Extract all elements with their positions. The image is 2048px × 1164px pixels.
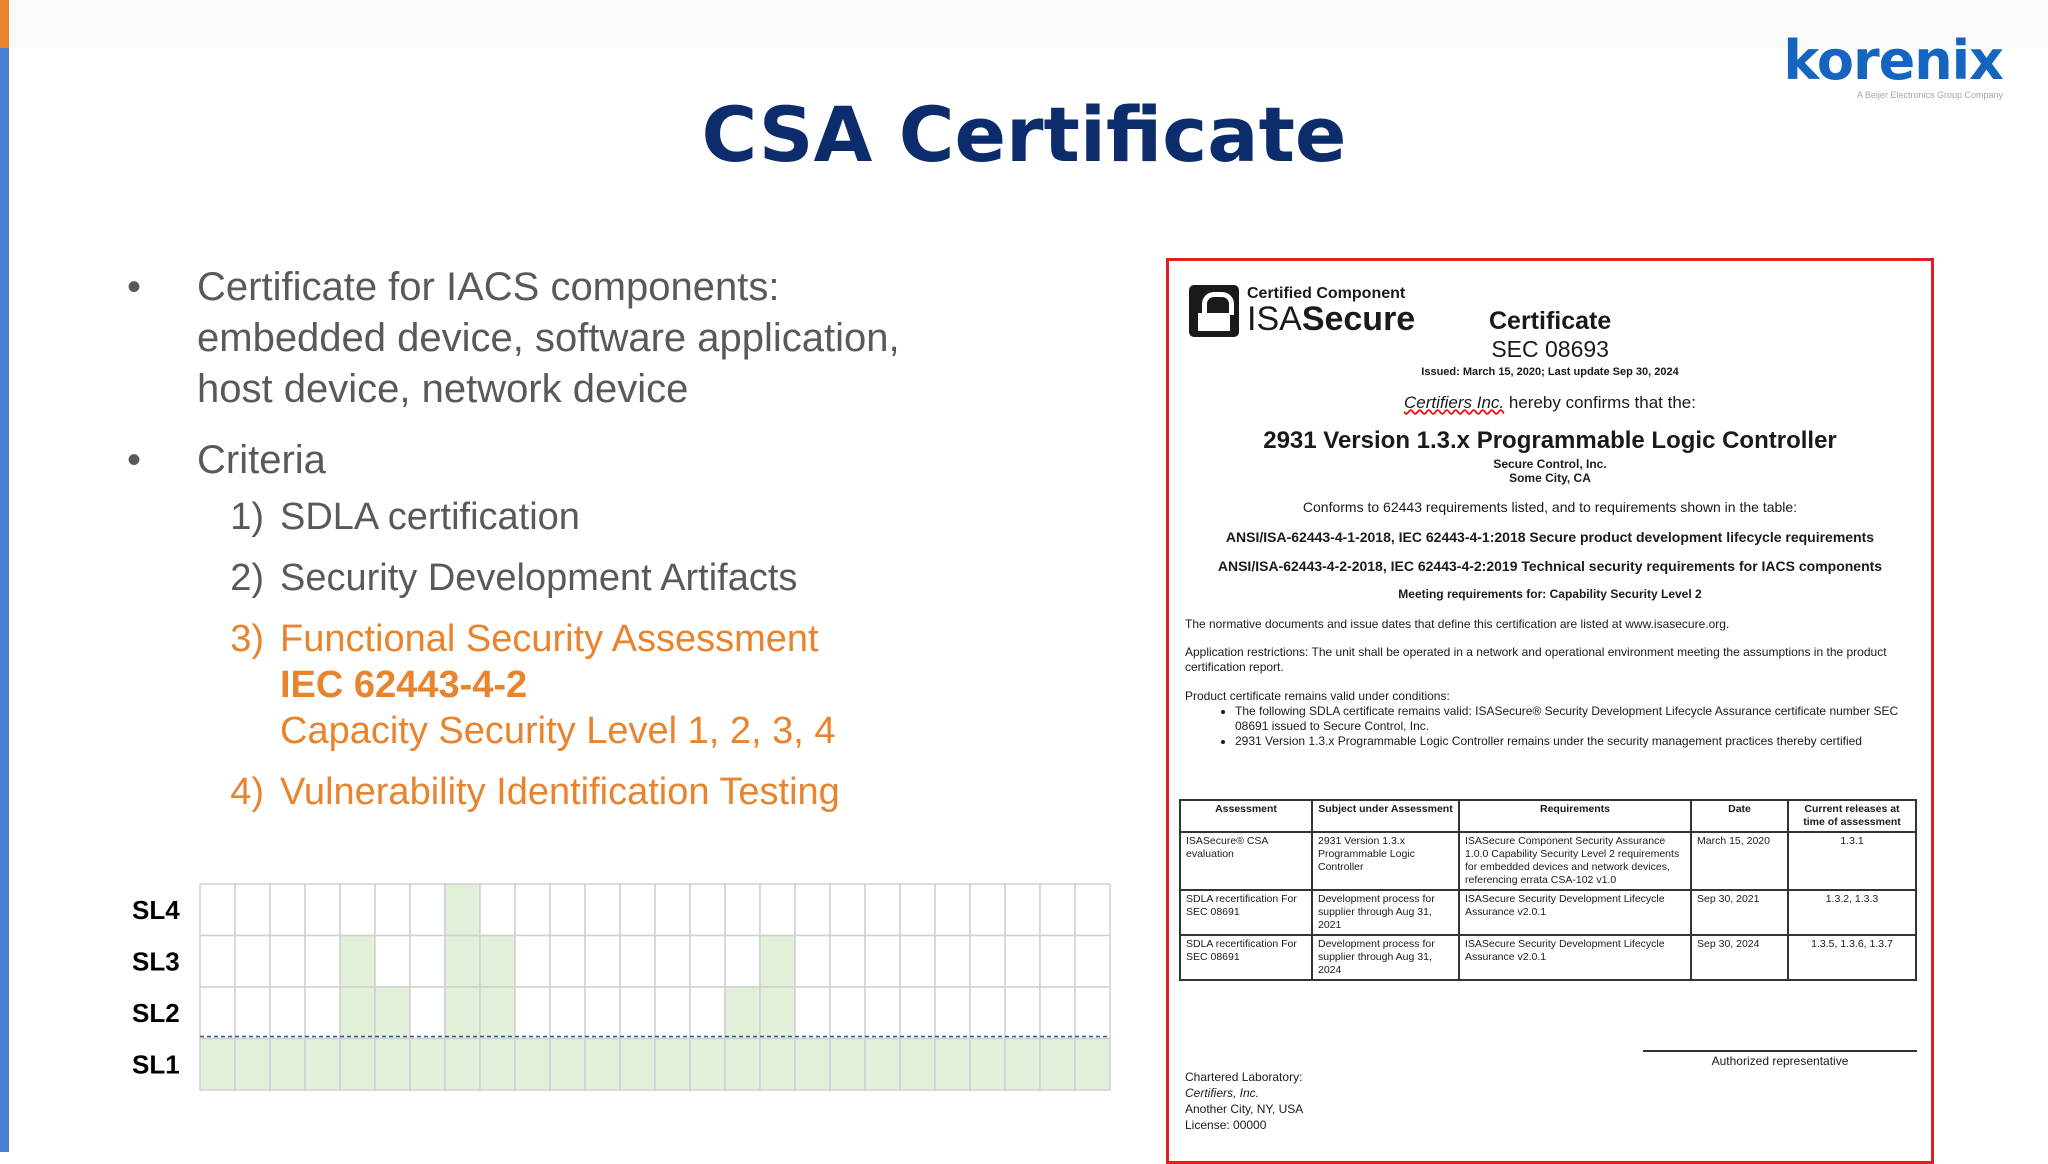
normative-text: The normative documents and issue dates that define this certification are listed at www.isasecure.org.: [1185, 617, 1730, 631]
heatmap-cell: [970, 936, 1005, 988]
heatmap-cell: [760, 884, 795, 936]
heatmap-cell: [620, 884, 655, 936]
logo-wordmark: korenix: [1783, 29, 2003, 92]
table-row: [1180, 832, 1916, 890]
requirement-line: ANSI/ISA-62443-4-1-2018, IEC 62443-4-1:2018 Secure product development lifecycle requirements: [1225, 529, 1875, 545]
heatmap-cell: [760, 1039, 795, 1091]
table-header: Subject under Assessment: [1312, 800, 1459, 832]
isasecure-logo: [1189, 285, 1415, 337]
table-row: [1180, 935, 1916, 980]
heatmap-cell: [970, 1039, 1005, 1091]
heatmap-cell: [340, 884, 375, 936]
heatmap-cell: [480, 936, 515, 988]
heatmap-cell: [585, 987, 620, 1039]
heatmap-cell: [550, 936, 585, 988]
heatmap-cell: [655, 884, 690, 936]
table-cell: SDLA recertification For SEC 08691: [1180, 890, 1312, 935]
heatmap-cell: [585, 1039, 620, 1091]
heatmap-cell: [795, 987, 830, 1039]
signature-label: Authorized representative: [1711, 1054, 1849, 1068]
restrictions-text: Application restrictions: The unit shall be operated in a network and operational environment meeting the assumptions in the product certification report.: [1185, 645, 1887, 674]
heatmap-cell: [305, 987, 340, 1039]
criteria-number: 3): [230, 618, 264, 660]
heatmap-cell: [620, 987, 655, 1039]
table-cell: ISASecure® CSA evaluation: [1180, 832, 1312, 890]
heatmap-cell: [515, 1039, 550, 1091]
heatmap-cell: [270, 936, 305, 988]
heatmap-cell: [515, 987, 550, 1039]
heatmap-cell: [235, 936, 270, 988]
heatmap-cell: [515, 936, 550, 988]
heatmap-cell: [900, 936, 935, 988]
bullet-symbol: •: [127, 438, 142, 482]
heatmap-cell: [690, 1039, 725, 1091]
certificate-title: Certificate: [1489, 307, 1612, 335]
bullet-text: Certificate for IACS components: embedded device, software application, host device, network device: [197, 265, 900, 411]
heatmap-cell: [760, 936, 795, 988]
heatmap-cell: [1075, 936, 1110, 988]
heatmap-cell: [1005, 987, 1040, 1039]
table-cell: 1.3.1: [1788, 832, 1916, 890]
table-cell: SDLA recertification For SEC 08691: [1180, 935, 1312, 980]
table-header: Assessment: [1180, 800, 1312, 832]
heatmap-cell: [340, 987, 375, 1039]
heatmap-cell: [865, 987, 900, 1039]
conforms-text: Conforms to 62443 requirements listed, and to requirements shown in the table:: [1302, 499, 1798, 515]
row-label: SL1: [132, 1049, 180, 1080]
certificate-id: SEC 08693: [1491, 336, 1609, 362]
table-header: Current releases at time of assessment: [1788, 800, 1916, 832]
logo-tagline: A Beijer Electronics Group Company: [1856, 90, 2003, 100]
heatmap-cell: [445, 987, 480, 1039]
heatmap-cell: [200, 884, 235, 936]
heatmap-cell: [550, 884, 585, 936]
heatmap-cell: [340, 1039, 375, 1091]
table-header: Requirements: [1459, 800, 1691, 832]
table-cell: Sep 30, 2021: [1691, 890, 1788, 935]
heatmap-cell: [795, 936, 830, 988]
certifier-name: Certifiers Inc.: [1404, 393, 1505, 412]
laboratory-block: [1185, 1069, 1303, 1133]
heatmap-cell: [795, 884, 830, 936]
heatmap-cell: [935, 884, 970, 936]
heatmap-cell: [725, 936, 760, 988]
heatmap-cell: [830, 1039, 865, 1091]
heatmap-cell: [725, 884, 760, 936]
heatmap-cell: [1075, 1039, 1110, 1091]
confirm-line: [1169, 393, 1931, 413]
heatmap-cell: [1040, 987, 1075, 1039]
table-cell: Development process for supplier through Aug 31, 2021: [1312, 890, 1459, 935]
heatmap-cell: [970, 884, 1005, 936]
heatmap-cell: [515, 884, 550, 936]
heatmap-cell: [550, 1039, 585, 1091]
heatmap-cell: [410, 884, 445, 936]
heatmap-cell: [865, 1039, 900, 1091]
heatmap-cell: [1075, 884, 1110, 936]
heatmap-cell: [270, 884, 305, 936]
heatmap-cell: [375, 936, 410, 988]
heatmap-cell: [445, 1039, 480, 1091]
issued-date: Issued: March 15, 2020; Last update Sep 30, 2024: [1421, 366, 1679, 378]
validity-condition: • 2931 Version 1.3.x Programmable Logic Controller remains under the security management practices thereby certified: [1235, 734, 1915, 749]
heatmap-cell: [305, 936, 340, 988]
criteria-detail: Capacity Security Level 1, 2, 3, 4: [280, 710, 836, 752]
heatmap-cell: [1005, 1039, 1040, 1091]
heatmap-cell: [375, 884, 410, 936]
heatmap-cell: [375, 987, 410, 1039]
table-cell: 1.3.5, 1.3.6, 1.3.7: [1788, 935, 1916, 980]
heatmap-cell: [200, 987, 235, 1039]
heatmap-cell: [1040, 1039, 1075, 1091]
heatmap-cell: [690, 987, 725, 1039]
heatmap-cell: [865, 936, 900, 988]
meeting-requirements: Meeting requirements for: Capability Security Level 2: [1398, 587, 1702, 601]
heatmap-cell: [445, 884, 480, 936]
heatmap-cell: [865, 884, 900, 936]
heatmap-cell: [655, 987, 690, 1039]
heatmap-cell: [830, 936, 865, 988]
heatmap-cell: [550, 987, 585, 1039]
vendor-city: Some City, CA: [1509, 471, 1591, 485]
table-cell: March 15, 2020: [1691, 832, 1788, 890]
heatmap-cell: [445, 936, 480, 988]
criteria-text: SDLA certification: [280, 496, 580, 538]
heatmap-cell: [305, 1039, 340, 1091]
heatmap-cell: [340, 936, 375, 988]
row-label: SL2: [132, 997, 180, 1028]
heatmap-cell: [690, 884, 725, 936]
bullet-symbol: •: [127, 265, 142, 309]
heatmap-cell: [410, 936, 445, 988]
table-cell: ISASecure Security Development Lifecycle Assurance v2.0.1: [1459, 935, 1691, 980]
heatmap-cell: [900, 1039, 935, 1091]
heatmap-cell: [620, 1039, 655, 1091]
heatmap-cell: [1005, 884, 1040, 936]
requirement-line: ANSI/ISA-62443-4-2-2018, IEC 62443-4-2:2019 Technical security requirements for IACS components: [1217, 558, 1883, 574]
assessment-table: [1179, 799, 1917, 981]
criteria-number: 1): [230, 496, 264, 538]
table-header: Date: [1691, 800, 1788, 832]
heatmap-cell: [1040, 884, 1075, 936]
lab-name: Certifiers, Inc.: [1185, 1086, 1260, 1100]
heatmap-cell: [900, 884, 935, 936]
heatmap-cell: [305, 884, 340, 936]
criteria-number: 2): [230, 557, 264, 599]
heatmap-cell: [585, 884, 620, 936]
heatmap-cell: [235, 884, 270, 936]
table-cell: ISASecure Security Development Lifecycle Assurance v2.0.1: [1459, 890, 1691, 935]
heatmap-cell: [830, 884, 865, 936]
validity-block: [1185, 689, 1915, 749]
table-cell: 1.3.2, 1.3.3: [1788, 890, 1916, 935]
criteria-text: Functional Security Assessment: [280, 618, 819, 660]
criteria-standard: IEC 62443-4-2: [280, 664, 528, 706]
logo-plain: ISA: [1247, 300, 1302, 338]
heatmap-cell: [935, 987, 970, 1039]
criteria-number: 4): [230, 771, 264, 813]
table-cell: 2931 Version 1.3.x Programmable Logic Controller: [1312, 832, 1459, 890]
slide-title: CSA Certificate: [701, 90, 1347, 179]
heatmap-cell: [410, 987, 445, 1039]
product-name: 2931 Version 1.3.x Programmable Logic Controller: [1263, 427, 1837, 454]
heatmap-cell: [480, 884, 515, 936]
heatmap-cell: [235, 1039, 270, 1091]
heatmap-cell: [725, 1039, 760, 1091]
heatmap-cell: [1040, 936, 1075, 988]
heatmap-cell: [655, 1039, 690, 1091]
vendor-name: Secure Control, Inc.: [1493, 457, 1607, 471]
heatmap-cell: [795, 1039, 830, 1091]
row-label: SL4: [132, 894, 180, 925]
lock-icon: [1189, 285, 1239, 337]
heatmap-cell: [900, 987, 935, 1039]
table-row: [1180, 890, 1916, 935]
lab-city: Another City, NY, USA: [1185, 1102, 1304, 1116]
table-cell: Sep 30, 2024: [1691, 935, 1788, 980]
row-label: SL3: [132, 946, 180, 977]
heatmap-cell: [480, 1039, 515, 1091]
table-header-row: [1180, 800, 1916, 832]
heatmap-cell: [200, 1039, 235, 1091]
heatmap-cell: [655, 936, 690, 988]
table-cell: ISASecure Component Security Assurance 1.0.0 Capability Security Level 2 requirements for embedded devices and network devices, referencing errata CSA-102 v1.0: [1459, 832, 1691, 890]
heatmap-cell: [235, 987, 270, 1039]
heatmap-cell: [410, 1039, 445, 1091]
heatmap-cell: [270, 1039, 305, 1091]
criteria-text: Security Development Artifacts: [280, 557, 798, 599]
heatmap-cell: [725, 987, 760, 1039]
heatmap-cell: [1005, 936, 1040, 988]
heatmap-cell: [760, 987, 795, 1039]
heatmap-cell: [270, 987, 305, 1039]
vendor-block: [1169, 457, 1931, 485]
heatmap-cell: [935, 936, 970, 988]
bullet-text: Criteria: [197, 438, 326, 482]
lab-license: License: 00000: [1185, 1118, 1267, 1132]
heatmap-cell: [935, 1039, 970, 1091]
heatmap-cell: [480, 987, 515, 1039]
certificate-image: [1166, 258, 1934, 1164]
heatmap-cell: [1075, 987, 1110, 1039]
signature-line: [1643, 1050, 1917, 1052]
validity-condition: • The following SDLA certificate remains valid: ISASecure® Security Development Lifecycle Assurance certificate number SEC 08691 issued to Secure Control, Inc.: [1235, 704, 1915, 734]
validity-text: Product certificate remains valid under conditions:: [1185, 689, 1450, 703]
heatmap-cell: [690, 936, 725, 988]
heatmap-cell: [970, 987, 1005, 1039]
heatmap-cell: [200, 936, 235, 988]
heatmap-cell: [620, 936, 655, 988]
criteria-text: Vulnerability Identification Testing: [280, 771, 840, 813]
confirm-text: hereby confirms that the:: [1504, 393, 1696, 412]
logo-bold: Secure: [1301, 300, 1416, 338]
heatmap-cell: [375, 1039, 410, 1091]
heatmap-cell: [585, 936, 620, 988]
certified-component-badge: Certified Component: [1247, 285, 1406, 302]
heatmap-cell: [830, 987, 865, 1039]
lab-title: Chartered Laboratory:: [1185, 1070, 1303, 1084]
table-cell: Development process for supplier through Aug 31, 2024: [1312, 935, 1459, 980]
